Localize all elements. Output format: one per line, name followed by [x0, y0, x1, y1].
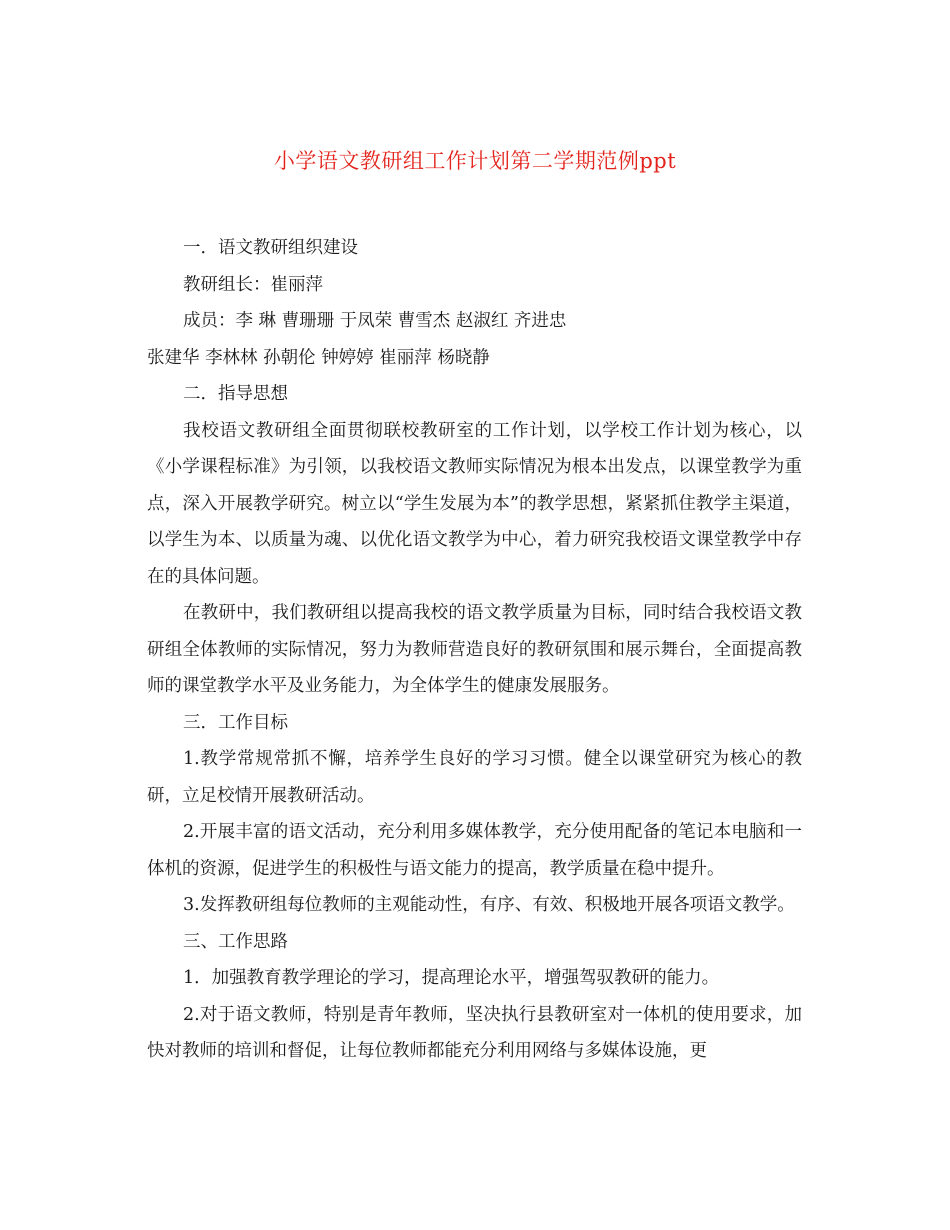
document-title: 小学语文教研组工作计划第二学期范例ppt	[273, 149, 677, 173]
section-heading: 二．指导思想	[183, 384, 288, 404]
body-paragraph: 1．加强教育教学理论的学习，提高理论水平，增强驾驭教研的能力。	[183, 968, 720, 988]
body-paragraph: 2.开展丰富的语文活动，充分利用多媒体教学，充分使用配备的笔记本电脑和一体机的资源，促进学生的积极性与语文能力的提高，教学质量在稳中提升。	[147, 822, 802, 879]
body-paragraph: 2.对于语文教师，特别是青年教师，坚决执行县教研室对一体机的使用要求，加快对教师的培训和督促，让每位教师都能充分利用网络与多媒体设施，更	[147, 1004, 802, 1061]
body-paragraph: 在教研中，我们教研组以提高我校的语文教学质量为目标，同时结合我校语文教研组全体教师的实际情况，努力为教师营造良好的教研氛围和展示舞台，全面提高教师的课堂教学水平及业务能力，为全体学生的健康发展服务。	[147, 603, 802, 696]
body-paragraph: 我校语文教研组全面贯彻联校教研室的工作计划，以学校工作计划为核心，以《小学课程标准》为引领，以我校语文教师实际情况为根本出发点，以课堂教学为重点，深入开展教学研究。树立以“学生发展为本”的教学思想，紧紧抓住教学主渠道，以学生为本、以质量为魂、以优化语文教学为中心，着力研究我校语文课堂教学中存在的具体问题。	[147, 420, 802, 587]
body-line: 张建华 李林林 孙朝伦 钟婷婷 崔丽萍 杨晓静	[147, 347, 490, 368]
body-paragraph: 1.教学常规常抓不懈，培养学生良好的学习习惯。健全以课堂研究为核心的教研，立足校情开展教研活动。	[147, 749, 802, 806]
section-heading: 三、工作思路	[183, 931, 288, 952]
document-body	[147, 230, 802, 1070]
section-heading: 一．语文教研组织建设	[183, 238, 358, 258]
section-heading: 三．工作目标	[183, 712, 288, 733]
body-line: 教研组长：崔丽萍	[183, 274, 323, 295]
body-line: 成员：李 琳 曹珊珊 于凤荣 曹雪杰 赵淑红 齐进忠	[183, 311, 567, 331]
body-paragraph: 3.发挥教研组每位教师的主观能动性，有序、有效、积极地开展各项语文教学。	[183, 895, 795, 915]
